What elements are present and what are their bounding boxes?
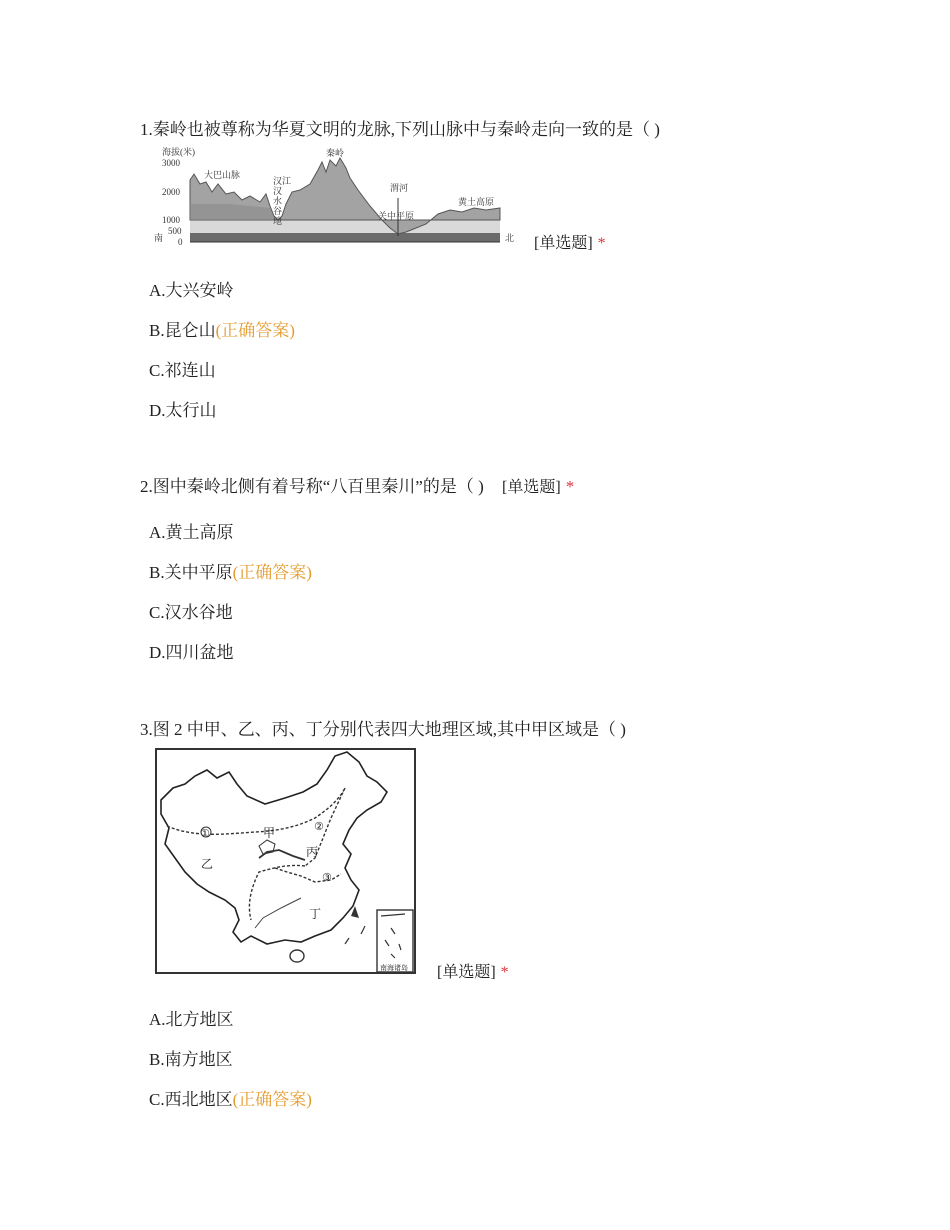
option-label: B.关中平原 <box>149 563 233 582</box>
q1-type-tag: [单选题] <box>534 235 593 252</box>
option-label: C.西北地区 <box>149 1090 233 1109</box>
y-tick-2000: 2000 <box>162 187 180 197</box>
marker-2: ② <box>314 820 324 833</box>
option-label: C.祁连山 <box>149 361 216 380</box>
y-tick-0: 0 <box>178 237 183 247</box>
q2-option-b[interactable] <box>149 558 312 583</box>
q1-required-mark: * <box>597 235 606 252</box>
y-axis-title: 海拔(米) <box>162 147 195 157</box>
q2-required-mark: * <box>565 477 575 496</box>
option-label: B.昆仑山 <box>149 321 216 340</box>
y-tick-1000: 1000 <box>162 215 180 225</box>
label-guanzhong: 关中平原 <box>378 211 415 221</box>
label-qinling: 秦岭 <box>326 148 345 158</box>
option-label: D.太行山 <box>149 401 217 420</box>
label-hanshui-2: 水 <box>273 196 283 206</box>
y-tick-3000: 3000 <box>162 158 180 168</box>
y-tick-500: 500 <box>168 226 182 236</box>
q3-option-b[interactable] <box>149 1045 233 1070</box>
label-dabashan: 大巴山脉 <box>204 170 241 180</box>
region-yi: 乙 <box>201 857 214 871</box>
q3-title: 3.图 2 中甲、乙、丙、丁分别代表四大地理区域,其中甲区域是（ ) <box>140 720 626 739</box>
q3-option-c[interactable] <box>149 1085 312 1110</box>
label-north: 北 <box>505 233 515 243</box>
q1-elevation-profile <box>150 144 520 248</box>
q1-title: 1.秦岭也被尊称为华夏文明的龙脉,下列山脉中与秦岭走向一致的是（ ) <box>140 120 660 139</box>
region-jia: 甲 <box>263 826 276 840</box>
q1-option-a[interactable] <box>149 276 234 301</box>
marker-1: ① <box>200 827 210 840</box>
label-weihe: 渭河 <box>390 183 409 193</box>
region-bing: 丙 <box>306 845 319 859</box>
correct-answer-note: (正确答案) <box>232 1090 312 1109</box>
label-hanshui-3: 谷 <box>273 206 283 216</box>
option-label: A.黄土高原 <box>149 523 234 542</box>
q3-china-region-map <box>155 748 417 976</box>
q1-type-row <box>534 230 606 253</box>
q2-type-tag: [单选题] <box>502 479 561 496</box>
label-hanshui-1: 汉 <box>273 186 283 196</box>
q2-option-c[interactable] <box>149 598 233 623</box>
q2-option-d[interactable] <box>149 638 234 663</box>
label-hanshui-4: 地 <box>273 216 283 226</box>
q3-required-mark: * <box>500 964 509 981</box>
q3-type-tag: [单选题] <box>437 964 496 981</box>
option-label: A.北方地区 <box>149 1010 234 1029</box>
q3-option-a[interactable] <box>149 1005 234 1030</box>
option-label: D.四川盆地 <box>149 643 234 662</box>
correct-answer-note: (正确答案) <box>232 563 312 582</box>
q2-option-a[interactable] <box>149 518 234 543</box>
correct-answer-note: (正确答案) <box>215 321 295 340</box>
region-ding: 丁 <box>309 907 322 921</box>
option-label: C.汉水谷地 <box>149 603 233 622</box>
q1-option-d[interactable] <box>149 396 217 421</box>
marker-3: ③ <box>322 871 332 884</box>
option-label: A.大兴安岭 <box>149 281 234 300</box>
q3-type-row <box>437 959 509 982</box>
q2-title: 2.图中秦岭北侧有着号称“八百里秦川”的是（ ) <box>140 477 484 496</box>
option-label: B.南方地区 <box>149 1050 233 1069</box>
q1-option-c[interactable] <box>149 356 216 381</box>
q2-title-row <box>140 472 574 497</box>
label-south: 南 <box>154 233 164 243</box>
label-loess: 黄土高原 <box>458 197 495 207</box>
inset-label: 南海诸岛 <box>380 964 408 972</box>
label-hanjiang: 汉江 <box>273 176 292 186</box>
q1-option-b[interactable] <box>149 316 295 341</box>
